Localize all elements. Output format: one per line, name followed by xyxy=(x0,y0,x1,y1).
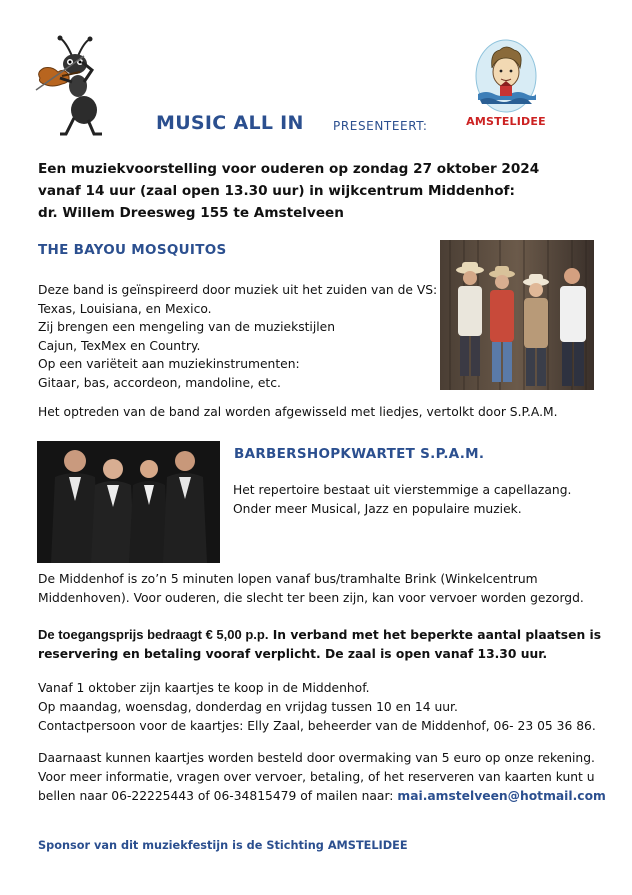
email-link[interactable]: mai.amstelveen@hotmail.com xyxy=(397,789,606,803)
spam-line: Het repertoire bestaat uit vierstemmige a capellazang. xyxy=(233,483,572,497)
location-line: De Middenhof is zo’n 5 minuten lopen vanaf bus/tramhalte Brink (Winkelcentrum xyxy=(38,572,538,586)
spam-description xyxy=(233,481,571,519)
amstelidee-logo-text: AMSTELIDEE xyxy=(466,115,546,128)
location-text xyxy=(38,570,598,608)
price-notice xyxy=(38,625,613,664)
ant-violinist-icon xyxy=(32,34,120,138)
header-subtitle: PRESENTEERT: xyxy=(333,119,428,133)
tickets-info xyxy=(38,679,596,736)
extra-line: Daarnaast kunnen kaartjes worden besteld door overmaking van 5 euro op onze rekening. xyxy=(38,751,595,765)
spam-heading: BARBERSHOPKWARTET S.P.A.M. xyxy=(234,446,485,462)
tickets-line: Vanaf 1 oktober zijn kaartjes te koop in de Middenhof. xyxy=(38,681,370,695)
bayou-heading: THE BAYOU MOSQUITOS xyxy=(38,242,227,258)
barbershop-quartet-photo xyxy=(37,441,220,563)
tickets-line: Contactpersoon voor de kaartjes: Elly Zaal, beheerder van de Middenhof, 06- 23 05 36 86. xyxy=(38,719,596,733)
spam-line: Onder meer Musical, Jazz en populaire muziek. xyxy=(233,502,522,516)
price-reservation: In verband met het beperkte aantal plaatsen is xyxy=(268,628,602,642)
performance-text: Het optreden van de band zal worden afgewisseld met liedjes, vertolkt door S.P.A.M. xyxy=(38,405,558,419)
bayou-line: Deze band is geïnspireerd door muziek uit het zuiden van de VS: xyxy=(38,283,438,297)
bayou-line: Cajun, TexMex en Country. xyxy=(38,338,201,353)
intro-text xyxy=(38,158,598,224)
tickets-line: Op maandag, woensdag, donderdag en vrijdag tussen 10 en 14 uur. xyxy=(38,700,458,714)
extra-line: Voor meer informatie, vragen over vervoer, betaling, of het reserveren van kaarten kunt u xyxy=(38,770,595,784)
bayou-line: Gitaar, bas, accordeon, mandoline, etc. xyxy=(38,375,281,390)
price-line: reservering en betaling vooraf verplicht. De zaal is open vanaf 13.30 uur. xyxy=(38,647,548,661)
header-title: MUSIC ALL IN xyxy=(156,112,304,134)
intro-line: vanaf 14 uur (zaal open 13.30 uur) in wijkcentrum Middenhof: xyxy=(38,183,515,199)
bayou-line: Zij brengen een mengeling van de muziekstijlen xyxy=(38,320,336,334)
bayou-line: Op een variëteit aan muziekinstrumenten: xyxy=(38,357,300,371)
extra-info xyxy=(38,749,606,806)
intro-line: dr. Willem Dreesweg 155 te Amstelveen xyxy=(38,205,344,221)
bayou-band-photo xyxy=(440,240,594,390)
intro-line: Een muziekvoorstelling voor ouderen op zondag 27 oktober 2024 xyxy=(38,161,540,177)
price-amount: De toegangsprijs bedraagt € 5,00 p.p. xyxy=(38,627,269,642)
extra-line: bellen naar 06-22225443 of 06-34815479 of mailen naar: xyxy=(38,789,398,803)
sponsor-text: Sponsor van dit muziekfestijn is de Stichting AMSTELIDEE xyxy=(38,839,408,852)
location-line: Middenhoven). Voor ouderen, die slecht ter been zijn, kan voor vervoer worden gezorgd. xyxy=(38,591,584,605)
bayou-line: Texas, Louisiana, en Mexico. xyxy=(38,301,212,316)
bayou-description xyxy=(38,281,438,392)
